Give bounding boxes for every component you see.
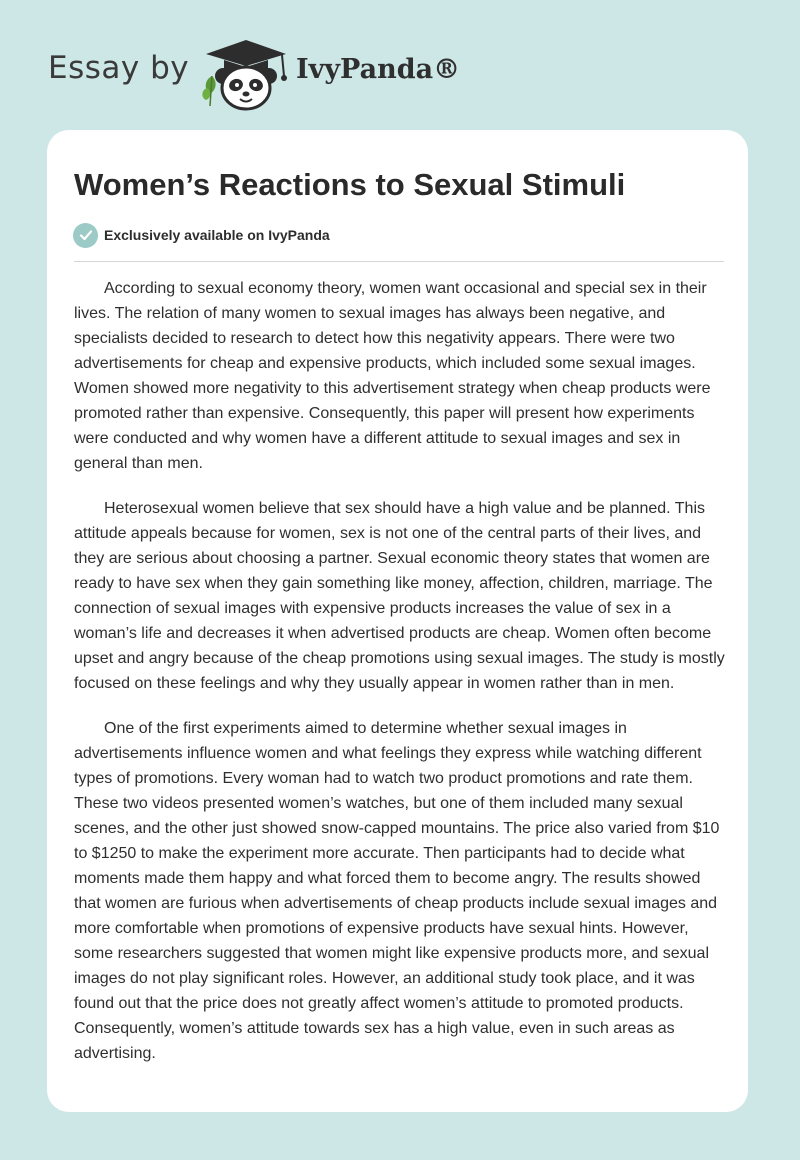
badge-label: Exclusively available on IvyPanda (104, 227, 330, 243)
brand-prefix: Essay by (48, 50, 190, 86)
check-icon (73, 223, 98, 248)
paragraph: According to sexual economy theory, women want occasional and special sex in their lives. The relation of many women to sexual images has always been negative, and specialists decided to research to detect how this negativity appears. There were two advertisements for cheap and expensive products, which included some sexual images. Women showed more negativity to this advertisement strategy when cheap products were promoted rather than expensive. Consequently, this paper will present how experiments were conducted and why women have a different attitude to sexual images and sex in general than men. (74, 280, 711, 472)
site-header (0, 0, 800, 130)
paragraph: One of the first experiments aimed to determine whether sexual images in advertisements influence women and what feelings they express while watching different types of promotions. Every woman had to watch two product promotions and rate them. These two videos presented women’s watches, but one of them included many sexual scenes, and the other just showed snow-capped mountains. The price also varied from $10 to $1250 to make the experiment more accurate. Then participants had to decide what moments made them happy and what forced them to become angry. The results showed that women are furious when advertisements of cheap products include sexual images and more comfortable when promotions of expensive products have sexual hints. However, some researchers suggested that women might like expensive products more, and sexual images do not play significant roles. However, an additional study took place, and it was found out that the price does not greatly affect women’s attitude to promoted products. Consequently, women’s attitude towards sex has a high value, even in such areas as advertising. (74, 720, 720, 1062)
panda-logo-icon[interactable] (198, 36, 294, 112)
ivy-leaf-icon (202, 76, 215, 106)
paragraph: Heterosexual women believe that sex should have a high value and be planned. This attitude appeals because for women, sex is not one of the central parts of their lives, and they are serious about choosing a partner. Sexual economic theory states that women are ready to have sex when they gain something like money, affection, children, marriage. The connection of sexual images with expensive products increases the value of sex in a woman’s life and decreases it when advertised products are cheap. Women often become upset and angry because of the cheap promotions using sexual images. The study is mostly focused on these feelings and why they usually appear in women rather than in men. (74, 500, 725, 692)
essay-body (74, 276, 726, 1086)
exclusive-badge (73, 222, 330, 248)
brand-name: IvyPanda® (296, 54, 461, 85)
page-title: Women’s Reactions to Sexual Stimuli (74, 167, 626, 202)
divider (74, 261, 724, 262)
